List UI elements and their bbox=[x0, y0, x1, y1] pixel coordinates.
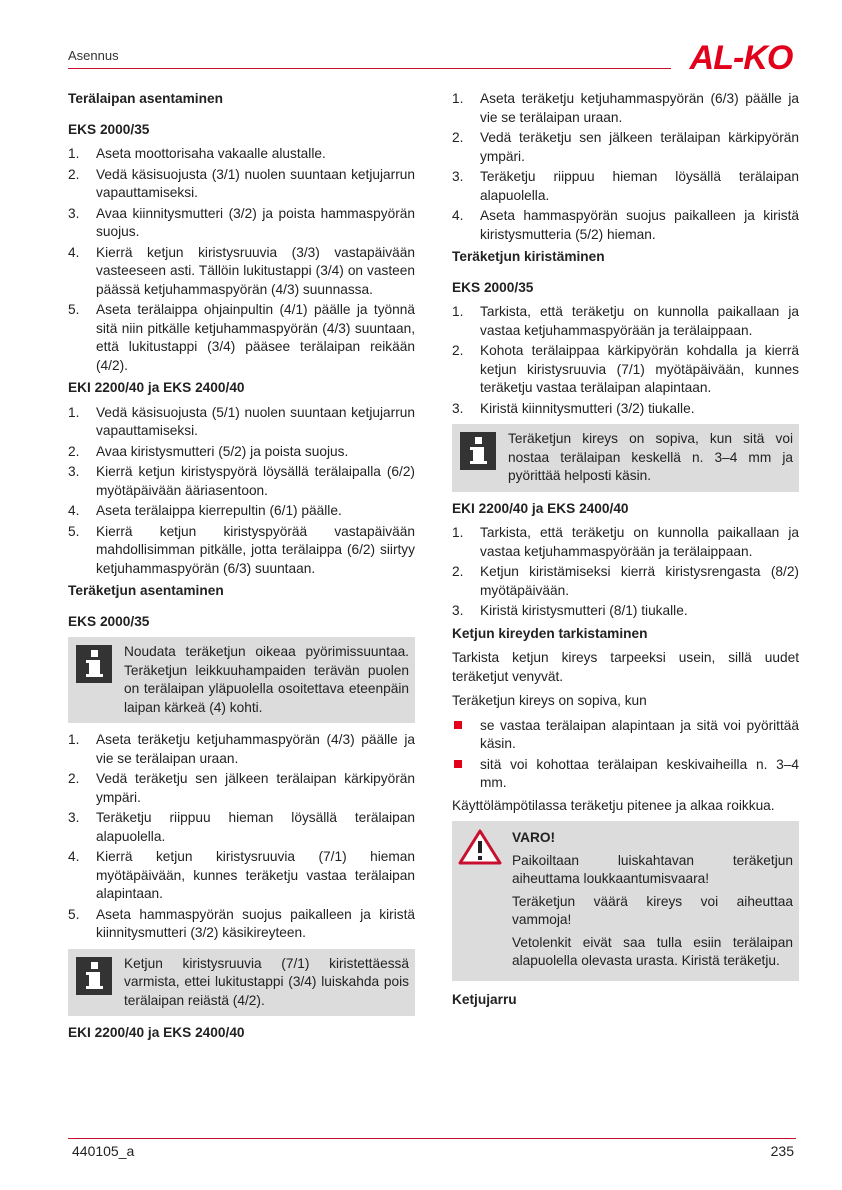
list-item: 5. Aseta terälaippa ohjainpultin (4/1) päälle ja työnnä sitä niin pitkälle ketjuhammaspyörän (4/3) suuntaan, että lukitustappi (3/4) pääsee terälaipan reikään (4/2). bbox=[68, 302, 415, 373]
warning-text: Teräketjun väärä kireys voi aiheuttaa vammoja! bbox=[512, 893, 793, 927]
steps-tension-eks2000 bbox=[452, 303, 799, 418]
warning-text: Vetolenkit eivät saa tulla esiin terälaipan alapuolella olevasta urasta. Kiristä teräketju. bbox=[512, 934, 793, 968]
warning-triangle-icon bbox=[458, 829, 502, 975]
warning-box bbox=[452, 821, 799, 981]
list-item: 3. Avaa kiinnitysmutteri (3/2) ja poista hammaspyörän suojus. bbox=[68, 205, 415, 239]
list-item: 3. Kiristä kiinnitysmutteri (3/2) tiukalle. bbox=[452, 400, 695, 416]
list-item: 3. Teräketju riippuu hieman löysällä terälaipan alapuolella. bbox=[68, 810, 415, 844]
list-item: 2. Avaa kiristysmutteri (5/2) ja poista suojus. bbox=[68, 443, 349, 459]
paragraph: Käyttölämpötilassa teräketju pitenee ja alkaa roikkua. bbox=[452, 797, 775, 813]
list-item: 1. Aseta teräketju ketjuhammaspyörän (6/3) päälle ja vie se terälaipan uraan. bbox=[452, 91, 799, 125]
subheading-eki2200-1: EKI 2200/40 ja EKS 2400/40 bbox=[68, 380, 245, 395]
info-icon bbox=[76, 645, 112, 683]
list-item: 1. Vedä käsisuojusta (5/1) nuolen suuntaan ketjujarrun vapauttamiseksi. bbox=[68, 404, 415, 438]
warning-title: VARO! bbox=[512, 830, 556, 845]
list-item: se vastaa terälaipan alapintaan ja sitä voi pyörittää käsin. bbox=[452, 717, 799, 754]
steps-bar-eki2200 bbox=[68, 404, 415, 579]
list-item: 2. Vedä käsisuojusta (3/1) nuolen suuntaan ketjujarrun vapauttamiseksi. bbox=[68, 166, 415, 200]
list-item: 3. Teräketju riippuu hieman löysällä terälaipan alapuolella. bbox=[452, 169, 799, 203]
steps-chain-eki2200 bbox=[452, 90, 799, 244]
warning-text: Paikoiltaan luiskahtavan teräketjun aiheuttama loukkaantumisvaara! bbox=[512, 852, 793, 886]
list-item: 4. Kierrä ketjun kiristysruuvia (7/1) hieman myötäpäivään, kunnes teräketju vastaa terälaipan alapintaan. bbox=[68, 849, 415, 901]
header-section-title: Asennus bbox=[68, 48, 119, 63]
info-note-text: Noudata teräketjun oikeaa pyörimissuuntaa. Teräketjun leikkuuhampaiden terävän puolen on terälaipan yläpuolella osoitettava eteenpäin laipan kärkeä (4) kohti. bbox=[124, 644, 409, 715]
page-number: 235 bbox=[770, 1143, 794, 1159]
list-item: 1. Tarkista, että teräketju on kunnolla paikallaan ja vastaa ketjuhammaspyörään ja terälaippaan. bbox=[452, 304, 799, 338]
list-item: 3. Kierrä ketjun kiristyspyörä löysällä terälaipalla (6/2) myötäpäivään ääriasentoon. bbox=[68, 464, 415, 498]
square-bullet-icon bbox=[454, 760, 462, 768]
heading-install-bar: Terälaipan asentaminen bbox=[68, 91, 223, 106]
subheading-eks2000-1: EKS 2000/35 bbox=[68, 121, 150, 137]
list-item: 3. Kiristä kiristysmutteri (8/1) tiukalle. bbox=[452, 603, 688, 618]
info-note-text: Teräketjun kireys on sopiva, kun sitä voi nostaa terälaipan keskellä n. 3–4 mm ja pyörittää helposti käsin. bbox=[508, 431, 793, 483]
info-note bbox=[452, 424, 799, 492]
header-rule bbox=[68, 68, 671, 69]
square-bullet-icon bbox=[454, 721, 462, 729]
list-item: 2. Ketjun kiristämiseksi kierrä kiristysrengasta (8/2) myötäpäivään. bbox=[452, 564, 799, 598]
subheading-eki2200-2: EKI 2200/40 ja EKS 2400/40 bbox=[68, 1025, 245, 1040]
tension-criteria-list bbox=[452, 717, 799, 793]
paragraph: Tarkista ketjun kireys tarpeeksi usein, sillä uudet teräketjut venyvät. bbox=[452, 650, 799, 684]
info-note bbox=[68, 949, 415, 1017]
info-icon bbox=[76, 957, 112, 995]
paragraph: Teräketjun kireys on sopiva, kun bbox=[452, 693, 647, 708]
info-icon bbox=[460, 432, 496, 470]
left-column bbox=[68, 90, 415, 1049]
document-code: 440105_a bbox=[72, 1143, 135, 1159]
heading-check-tension: Ketjun kireyden tarkistaminen bbox=[452, 625, 648, 641]
subheading-eks2000-2: EKS 2000/35 bbox=[68, 613, 150, 629]
list-item: 2. Vedä teräketju sen jälkeen terälaipan kärkipyörän ympäri. bbox=[68, 771, 415, 805]
list-item: 4. Kierrä ketjun kiristysruuvia (3/3) vastapäivään vasteeseen asti. Tällöin lukitustappi (3/4) on vasteen päässä ketjuhammaspyörän (4/3) suunnassa. bbox=[68, 244, 415, 297]
steps-tension-eki2200 bbox=[452, 524, 799, 621]
list-item: 5. Kierrä ketjun kiristyspyörää vastapäivään mahdollisimman pitkälle, jotta terälaippa (6/2) siirtyy ketjuhammaspyörän (6/3) suuntaan. bbox=[68, 523, 415, 576]
right-column bbox=[452, 90, 799, 1015]
heading-chain-brake: Ketjujarru bbox=[452, 991, 517, 1007]
subheading-eks2000-3: EKS 2000/35 bbox=[452, 279, 534, 295]
steps-chain-eks2000 bbox=[68, 731, 415, 943]
list-item: 1. Aseta moottorisaha vakaalle alustalle. bbox=[68, 146, 326, 161]
list-item: 4. Aseta terälaippa kierrepultin (6/1) päälle. bbox=[68, 503, 342, 518]
list-item: 4. Aseta hammaspyörän suojus paikalleen ja kiristä kiristysmutteria (5/2) hieman. bbox=[452, 208, 799, 242]
list-item: 1. Aseta teräketju ketjuhammaspyörän (4/3) päälle ja vie se terälaipan uraan. bbox=[68, 732, 415, 766]
al-ko-logo bbox=[683, 40, 799, 74]
heading-install-chain: Teräketjun asentaminen bbox=[68, 583, 224, 598]
list-item: sitä voi kohottaa terälaipan keskivaiheilla n. 3–4 mm. bbox=[452, 756, 799, 793]
steps-bar-eks2000 bbox=[68, 145, 415, 375]
list-item: 5. Aseta hammaspyörän suojus paikalleen ja kiristä kiinnitysmutteri (3/2) käsikireyteen. bbox=[68, 906, 415, 940]
logo-text: AL-KO bbox=[689, 40, 793, 74]
list-item: 2. Vedä teräketju sen jälkeen terälaipan kärkipyörän ympäri. bbox=[452, 130, 799, 164]
info-note-text: Ketjun kiristysruuvia (7/1) kiristettäessä varmista, ettei lukitustappi (3/4) luiskahda pois terälaipan reiästä (4/2). bbox=[124, 955, 409, 1008]
footer-rule bbox=[68, 1138, 796, 1139]
list-item: 2. Kohota terälaippaa kärkipyörän kohdalla ja kierrä ketjun kiristysruuvia (7/1) myötäpäivään, kunnes teräketju vastaa terälaipan alapintaan. bbox=[452, 343, 799, 395]
info-note bbox=[68, 637, 415, 723]
subheading-eki2200-3: EKI 2200/40 ja EKS 2400/40 bbox=[452, 500, 629, 516]
list-item: 1. Tarkista, että teräketju on kunnolla paikallaan ja vastaa ketjuhammaspyörään ja terälaippaan. bbox=[452, 525, 799, 559]
heading-tension-chain: Teräketjun kiristäminen bbox=[452, 249, 605, 264]
